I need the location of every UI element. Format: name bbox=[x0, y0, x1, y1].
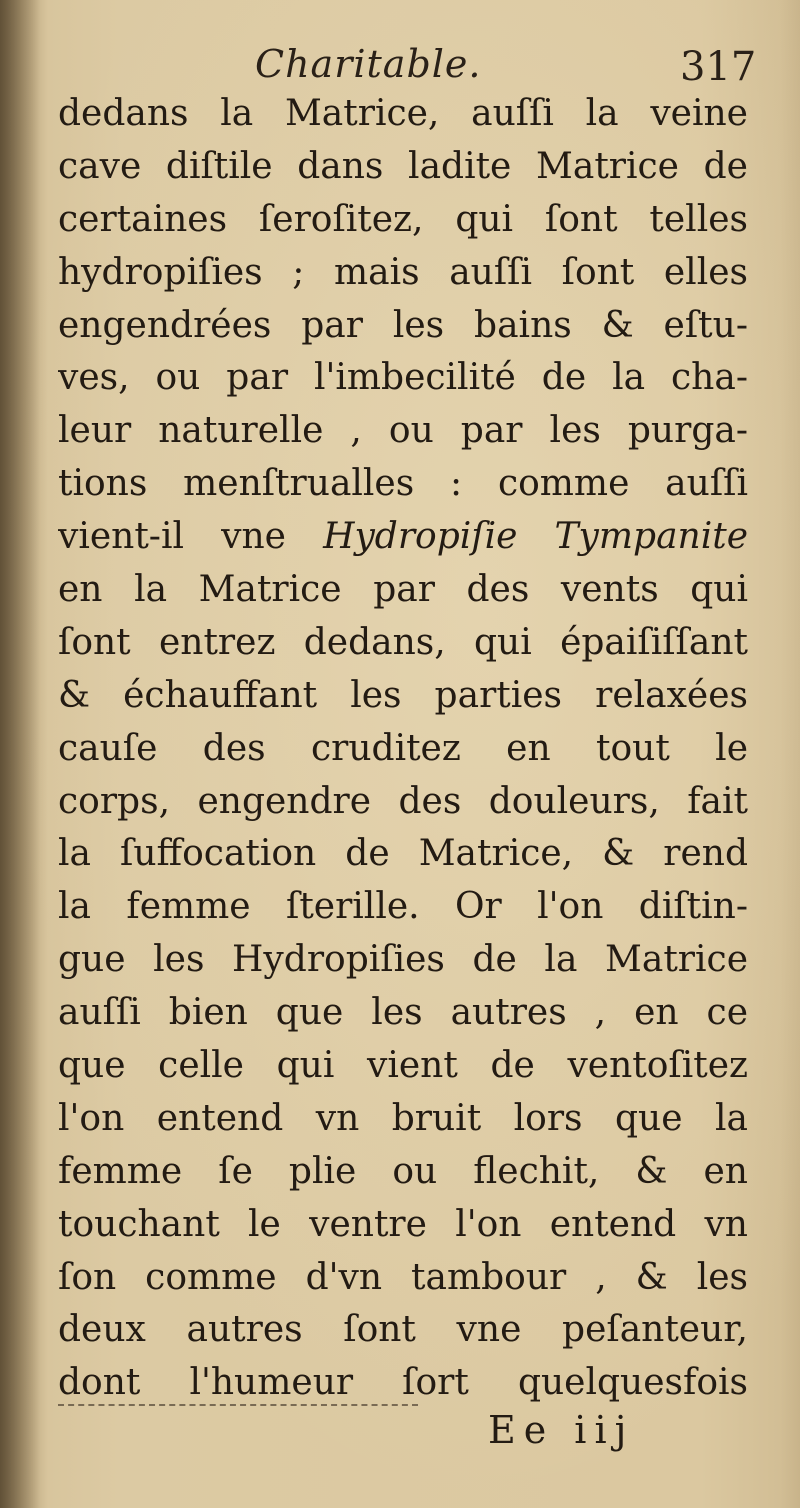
text-line: & échauffant les parties relaxées bbox=[58, 674, 748, 716]
text-line: deux autres ſont vne peſanteur, bbox=[58, 1309, 748, 1351]
signature-mark: Ee iij bbox=[488, 1408, 635, 1452]
text-line: auſſi bien que les autres , en ce bbox=[58, 992, 748, 1034]
gutter-shadow bbox=[0, 0, 40, 1508]
text-line: hydropiſies ; mais auſſi ſont elles bbox=[58, 251, 748, 293]
text-line: l'on entend vn bruit lors que la bbox=[58, 1097, 748, 1139]
page-number: 317 bbox=[680, 44, 757, 90]
text-line: la femme ſterille. Or l'on diſtin- bbox=[58, 886, 748, 928]
text-line: certaines ſeroſitez, qui ſont telles bbox=[58, 198, 748, 240]
text-line: ves, ou par l'imbecilité de la cha- bbox=[58, 357, 748, 399]
text-line: ſont entrez dedans, qui épaiſiſſant bbox=[58, 621, 748, 663]
text-line: touchant le ventre l'on entend vn bbox=[58, 1203, 748, 1245]
text-line: corps, engendre des douleurs, fait bbox=[58, 780, 748, 822]
text-line: tions menſtrualles : comme auſſi bbox=[58, 463, 748, 505]
text-line: dont l'humeur ſort quelquesfois bbox=[58, 1362, 748, 1404]
print-rule bbox=[58, 1404, 418, 1408]
text-line: cauſe des cruditez en tout le bbox=[58, 727, 748, 769]
text-line: leur naturelle , ou par les purga- bbox=[58, 410, 748, 452]
italic-term: Hydropiſie Tympanite bbox=[285, 516, 748, 558]
body-text bbox=[58, 88, 748, 1410]
text-line: dedans la Matrice, auſſi la veine bbox=[58, 93, 748, 134]
text-line: cave diſtile dans ladite Matrice de bbox=[58, 145, 748, 187]
text-line: que celle qui vient de ventoſitez bbox=[58, 1045, 748, 1087]
text-line: ſon comme d'vn tambour , & les bbox=[58, 1256, 748, 1298]
text-line: la ſuffocation de Matrice, & rend bbox=[58, 833, 748, 875]
text-line: vient-il vne Hydropiſie Tympanite bbox=[58, 516, 748, 558]
text-line: engendrées par les bains & eſtu- bbox=[58, 304, 748, 346]
text-line: gue les Hydropiſies de la Matrice bbox=[58, 939, 748, 981]
text-line: en la Matrice par des vents qui bbox=[58, 569, 748, 611]
text-line: femme ſe plie ou flechit, & en bbox=[58, 1150, 748, 1192]
running-head: Charitable. bbox=[255, 42, 482, 86]
